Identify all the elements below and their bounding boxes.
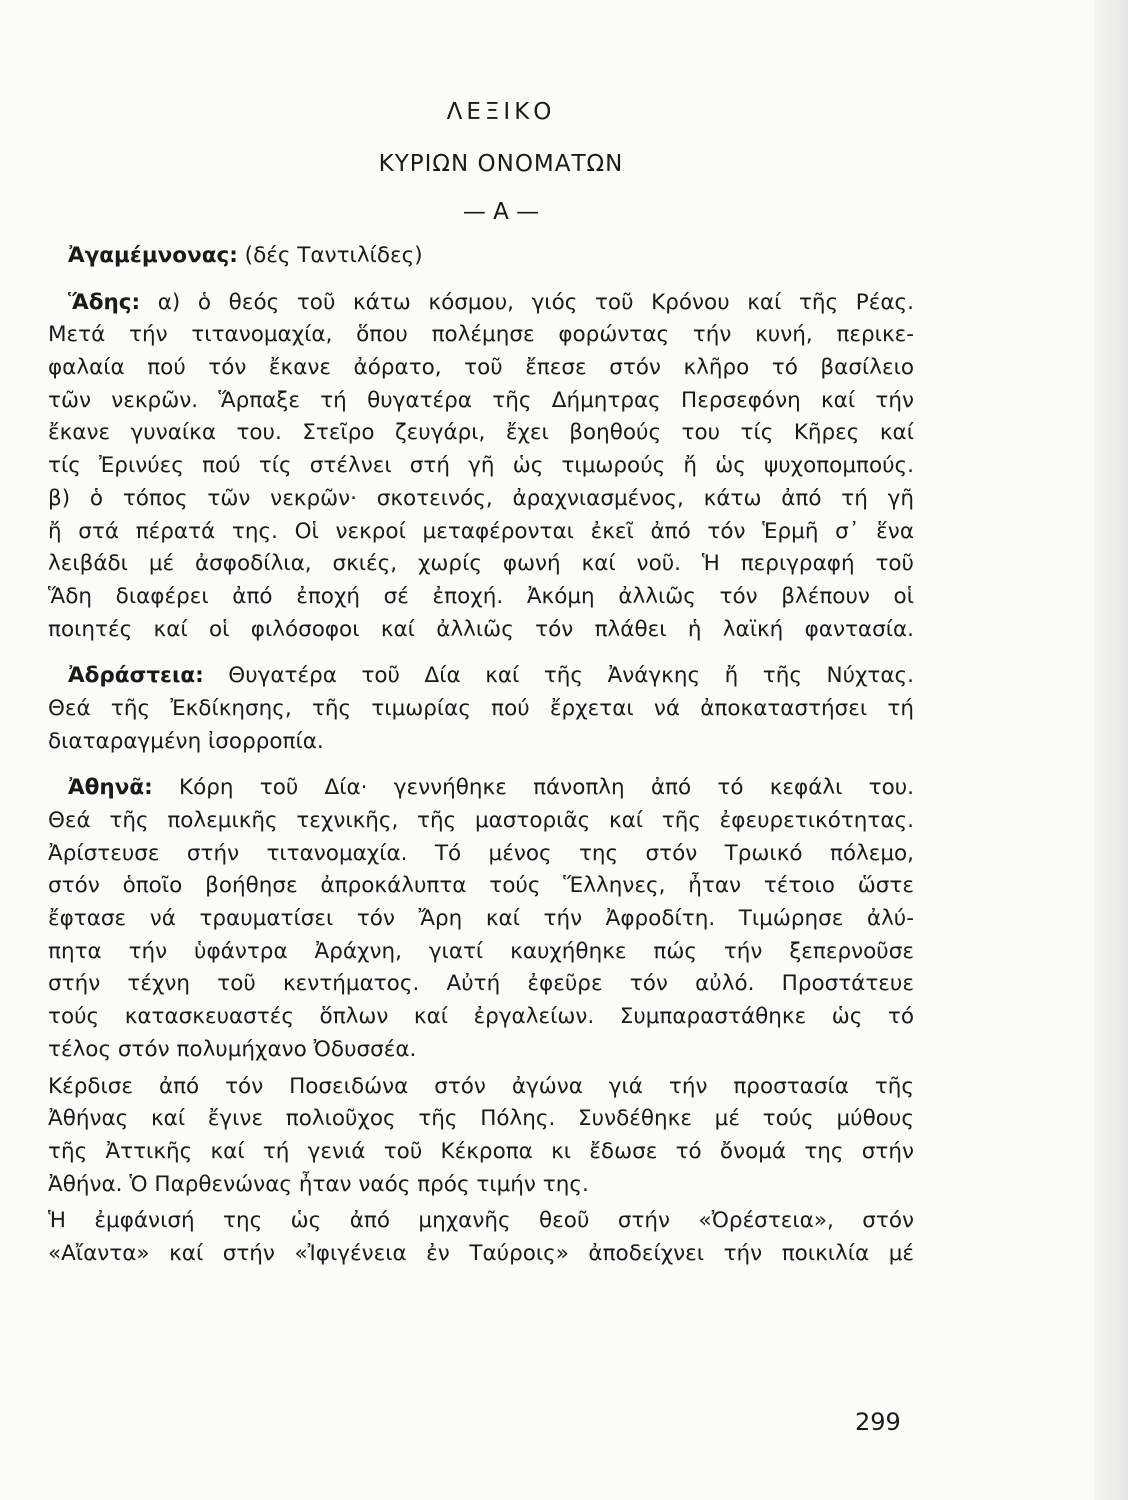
entry-athina	[48, 772, 914, 1066]
entry-line: Μετά τήν τιτανομαχία, ὅπου πολέμησε φορώντας τήν κυνή, περικε-	[48, 322, 914, 348]
entry-text: (δές Ταντιλίδες)	[237, 243, 423, 268]
entry-athina-paragraph-3	[48, 1205, 914, 1270]
entry-athina-paragraph-2	[48, 1071, 914, 1202]
entry-line	[48, 240, 914, 273]
entry-line: τούς κατασκευαστές ὅπλων καί ἐργαλείων. Συμπαραστάθηκε ὡς τό	[48, 1004, 914, 1030]
entry-line: Ἀρίστευσε στήν τιτανομαχία. Τό μένος της στόν Τρωικό πόλεμο,	[48, 840, 914, 866]
entry-text: α) ὁ θεός τοῦ κάτω κόσμου, γιός τοῦ Κρόνου καί τῆς Ρέας.	[140, 289, 914, 315]
page-title: ΛΕΞΙΚΟ	[446, 99, 556, 125]
entry-line: φαλαία πού τόν ἔκανε ἀόρατο, τοῦ ἔπεσε στόν κλῆρο τό βασίλειο	[48, 355, 914, 381]
entry-line	[48, 287, 914, 320]
entry-line	[48, 660, 914, 693]
entry-line: Ἀθήνα. Ὁ Παρθενώνας ἦταν ναός πρός τιμήν της.	[48, 1171, 589, 1197]
entry-line: Θεά τῆς Ἐκδίκησης, τῆς τιμωρίας πού ἔρχεται νά ἀποκαταστήσει τή	[48, 695, 914, 721]
entry-line: Ἡ ἐμφάνισή της ὡς ἀπό μηχανῆς θεοῦ στήν «Ὀρέστεια», στόν	[48, 1208, 914, 1234]
entry-line: Θεά τῆς πολεμικῆς τεχνικῆς, τῆς μαστοριᾶς καί τῆς ἐφευρετικότητας.	[48, 808, 914, 833]
entry-line: Κέρδισε ἀπό τόν Ποσειδώνα στόν ἀγώνα γιά τήν προστασία τῆς	[48, 1073, 914, 1099]
entry-line: πητα τήν ὑφάντρα Ἀράχνη, γιατί καυχήθηκε πώς τήν ξεπερνοῦσε	[48, 938, 914, 964]
entry-agamemnonas	[48, 240, 914, 273]
entry-headword: Ἅδης:	[68, 289, 141, 315]
entry-line: στόν ὁποῖο βοήθησε ἀπροκάλυπτα τούς Ἕλληνες, ἦταν τέτοιο ὥστε	[48, 873, 914, 899]
page-edge-shadow	[1094, 0, 1128, 1500]
entry-line: Ἅδη διαφέρει ἀπό ἐποχή σέ ἐποχή. Ἀκόμη ἀλλιῶς τόν βλέπουν οἱ	[48, 583, 914, 609]
entry-text: Κόρη τοῦ Δία· γεννήθηκε πάνοπλη ἀπό τό κεφάλι του.	[152, 775, 914, 801]
entry-line: ἤ στά πέρατά της. Οἱ νεκροί μεταφέρονται ἐκεῖ ἀπό τόν Ἑρμῆ σ᾽ ἕνα	[48, 518, 914, 544]
entry-headword: Ἀγαμέμνονας:	[68, 243, 238, 268]
entry-text: Θυγατέρα τοῦ Δία καί τῆς Ἀνάγκης ἤ τῆς Νύχτας.	[203, 663, 914, 689]
entry-adrasteia	[48, 660, 914, 758]
entry-line: λειβάδι μέ ἀσφοδίλια, σκιές, χωρίς φωνή καί νοῦ. Ἡ περιγραφή τοῦ	[48, 551, 914, 577]
entry-line: διαταραγμένη ἰσορροπία.	[48, 728, 324, 754]
entry-line: ἔφτασε νά τραυματίσει τόν Ἄρη καί τήν Ἀφροδίτη. Τιμώρησε ἀλύ-	[48, 906, 914, 932]
entry-headword: Ἀδράστεια:	[68, 663, 204, 689]
entry-line: στήν τέχνη τοῦ κεντήματος. Αὐτή ἐφεῦρε τόν αὐλό. Προστάτευε	[48, 971, 914, 997]
entry-line: ποιητές καί οἱ φιλόσοφοι καί ἀλλιῶς τόν πλάθει ἡ λαϊκή φαντασία.	[48, 616, 914, 642]
entry-line: τῶν νεκρῶν. Ἅρπαξε τή θυγατέρα τῆς Δήμητρας Περσεφόνη καί τήν	[48, 387, 914, 413]
page-number: 299	[855, 1408, 901, 1436]
entry-adis	[48, 287, 914, 647]
entry-line: τῆς Ἀττικῆς καί τή γενιά τοῦ Κέκροπα κι ἔδωσε τό ὄνομά της στήν	[48, 1138, 914, 1164]
entry-line: τίς Ἐρινύες πού τίς στέλνει στή γῆ ὡς τιμωρούς ἤ ὡς ψυχοπομπούς.	[48, 453, 914, 479]
entry-line: ἔκανε γυναίκα του. Στεῖρο ζευγάρι, ἔχει βοηθούς του τίς Κῆρες καί	[48, 420, 914, 446]
page-subtitle: ΚΥΡΙΩΝ ΟΝΟΜΑΤΩΝ	[378, 151, 624, 177]
entry-line	[48, 772, 914, 805]
entry-line: β) ὁ τόπος τῶν νεκρῶν· σκοτεινός, ἀραχνιασμένος, κάτω ἀπό τή γῆ	[48, 485, 914, 511]
entry-line: Ἀθήνας καί ἔγινε πολιοῦχος τῆς Πόλης. Συνδέθηκε μέ τούς μύθους	[48, 1106, 914, 1132]
entry-line: τέλος στόν πολυμήχανο Ὀδυσσέα.	[48, 1036, 417, 1062]
section-letter: — Α —	[462, 199, 540, 225]
entry-headword: Ἀθηνᾶ:	[68, 775, 153, 801]
page-content	[48, 96, 914, 1271]
entry-line: «Αἴαντα» καί στήν «Ἰφιγένεια ἐν Ταύροις» ἀποδείχνει τήν ποικιλία μέ	[48, 1240, 914, 1266]
